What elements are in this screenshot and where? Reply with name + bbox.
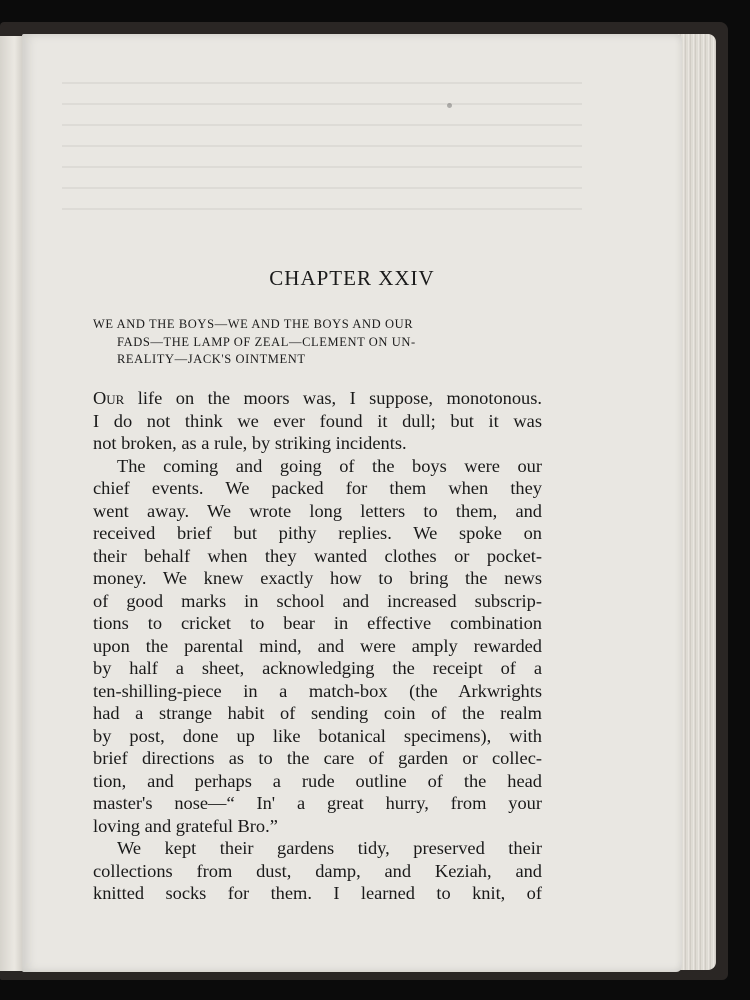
text-line: of good marks in school and increased subscrip-	[93, 590, 542, 611]
text-line	[93, 387, 542, 410]
chapter-synopsis	[93, 316, 542, 369]
text-line: collections from dust, damp, and Keziah, and	[93, 860, 542, 881]
body-text	[93, 387, 542, 905]
text-line: loving and grateful Bro.”	[93, 815, 278, 836]
previous-page-edge	[0, 36, 24, 971]
text-line: went away. We wrote long letters to them, and	[93, 500, 542, 521]
synopsis-line: FADS—THE LAMP OF ZEAL—CLEMENT ON UN-	[117, 334, 416, 349]
text-line: brief directions as to the care of garden or collec-	[93, 748, 542, 768]
text-line: knitted socks for them. I learned to knit, of	[93, 883, 542, 903]
text-line: We kept their gardens tidy, preserved their	[117, 838, 542, 858]
chapter-title: CHAPTER XXIV	[269, 266, 435, 290]
text-line: ten-shilling-piece in a match-box (the Arkwrights	[93, 680, 542, 701]
text-line: The coming and going of the boys were our	[117, 455, 542, 476]
text-line: master's nose—“ In' a great hurry, from your	[93, 793, 542, 813]
text-line: received brief but pithy replies. We spoke on	[93, 523, 542, 543]
text-line: money. We knew exactly how to bring the news	[93, 568, 542, 588]
text-line: by half a sheet, acknowledging the receipt of a	[93, 658, 542, 678]
text-line: had a strange habit of sending coin of the realm	[93, 703, 542, 723]
text-line: chief events. We packed for them when they	[93, 478, 542, 498]
text-line: their behalf when they wanted clothes or pocket-	[93, 545, 542, 566]
text-line: by post, done up like botanical specimens), with	[93, 725, 542, 746]
text-line: upon the parental mind, and were amply rewarded	[93, 635, 542, 656]
text-line: not broken, as a rule, by striking incidents.	[93, 433, 407, 453]
paper-speck	[447, 103, 452, 108]
text-line: tions to cricket to bear in effective combination	[93, 613, 542, 633]
synopsis-line: WE AND THE BOYS—WE AND THE BOYS AND OUR	[93, 317, 414, 331]
first-word: Our	[93, 388, 125, 408]
text-line-rest: life on the moors was, I suppose, monotonous.	[124, 388, 542, 408]
synopsis-line: REALITY—JACK'S OINTMENT	[117, 352, 306, 366]
text-line: I do not think we ever found it dull; but it was	[93, 410, 542, 431]
text-line: tion, and perhaps a rude outline of the head	[93, 770, 542, 791]
